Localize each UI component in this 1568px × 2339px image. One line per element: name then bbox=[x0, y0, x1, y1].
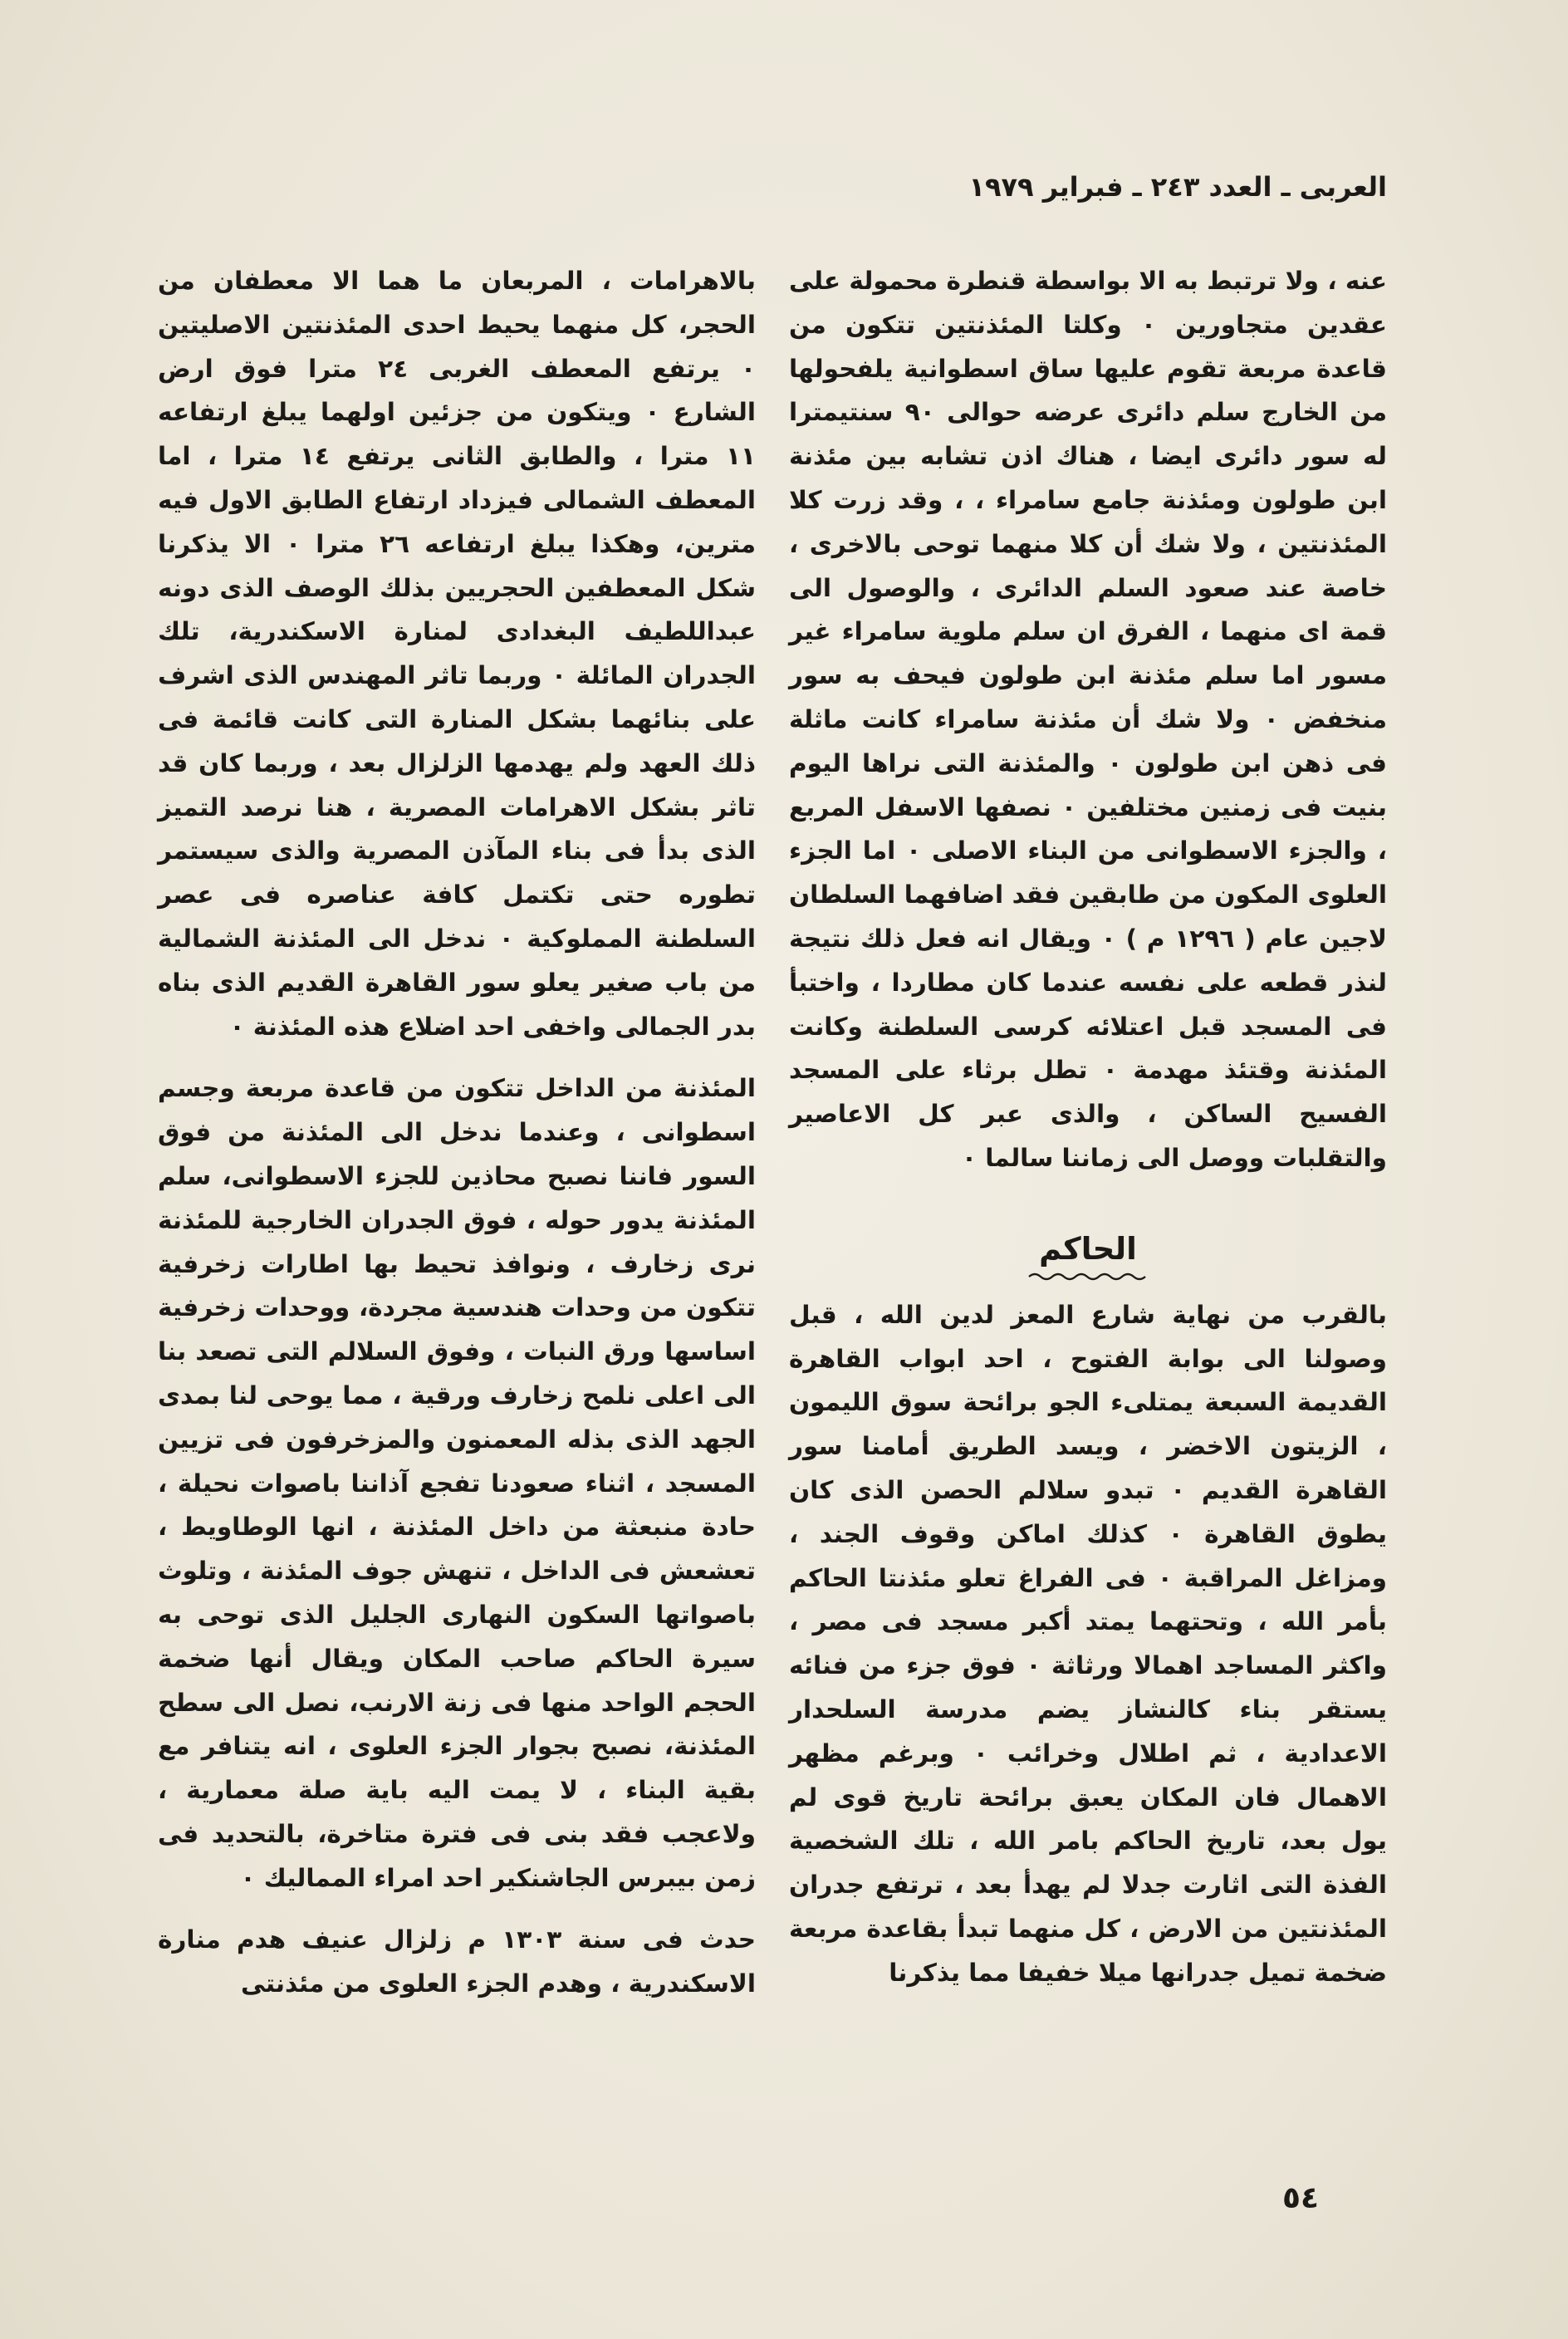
page-number: ٥٤ bbox=[1282, 2181, 1319, 2215]
body-paragraph: بالقرب من نهاية شارع المعز لدين الله ، قبل وصولنا الى بوابة الفتوح ، احد ابواب القاهرة القديمة السبعة يمتلىء الجو برائحة سوق الليمون ، الزيتون الاخضر ، ويسد الطريق أمامنا سور القاهرة القديم ٠ تبدو سلالم الحصن الذى كان يطوق القاهرة ٠ كذلك اماكن وقوف الجند ، ومزاغل المراقبة ٠ فى الفراغ تعلو مئذنتا الحاكم بأمر الله ، وتحتهما يمتد أكبر مسجد فى مصر ، واكثر المساجد اهمالا ورثاثة ٠ فوق جزء من فنائه يستقر بناء كالنشاز يضم مدرسة السلحدار الاعدادية ، ثم اطلال وخرائب ٠ وبرغم مظهر الاهمال فان المكان يعبق برائحة تاريخ قوى لم يول بعد، تاريخ الحاكم بامر الله ، تلك الشخصية الفذة التى اثارت جدلا لم يهدأ بعد ، ترتفع جدران المئذنتين من الارض ، كل منهما تبدأ بقاعدة مربعة ضخمة تميل جدرانها ميلا خفيفا مما يذكرنا bbox=[789, 1300, 1388, 1987]
running-head: العربى ـ العدد ٢٤٣ ـ فبراير ١٩٧٩ bbox=[968, 171, 1387, 203]
wavy-underline-icon bbox=[1026, 1270, 1150, 1283]
left-column bbox=[158, 259, 756, 2006]
section-title: الحاكم bbox=[1039, 1230, 1137, 1267]
body-paragraph: حدث فى سنة ١٣٠٣ م زلزال عنيف هدم منارة الاسكندرية ، وهدم الجزء العلوى من مئذنتى bbox=[158, 1925, 756, 1998]
section-heading bbox=[789, 1228, 1387, 1283]
right-column bbox=[789, 259, 1387, 1994]
body-paragraph: بالاهرامات ، المربعان ما هما الا معطفان من الحجر، كل منهما يحيط احدى المئذنتين الاصليتين ٠ يرتفع المعطف الغربى ٢٤ مترا فوق ارض الشارع ٠ ويتكون من جزئين اولهما يبلغ ارتفاعه ١١ مترا ، والطابق الثانى يرتفع ١٤ مترا ، اما المعطف الشمالى فيزداد ارتفاع الطابق الاول فيه مترين، وهكذا يبلغ ارتفاعه ٢٦ مترا ٠ الا يذكرنا شكل المعطفين الحجريين بذلك الوصف الذى دونه عبداللطيف البغدادى لمنارة الاسكندرية، تلك الجدران المائلة ٠ وربما تاثر المهندس الذى اشرف على بنائهما بشكل المنارة التى كانت قائمة فى ذلك العهد ولم يهدمها الزلزال بعد ، وربما كان قد تاثر بشكل الاهرامات المصرية ، هنا نرصد التميز الذى بدأ فى بناء المآذن المصرية والذى سيستمر تطوره حتى تكتمل كافة عناصره فى عصر السلطنة المملوكية ٠ ندخل الى المئذنة الشمالية من باب صغير يعلو سور القاهرة القديم الذى بناه بدر الجمالى واخفى احد اضلاع هذه المئذنة ٠ bbox=[158, 267, 757, 1041]
body-paragraph: المئذنة من الداخل تتكون من قاعدة مربعة وجسم اسطوانى ، وعندما ندخل الى المئذنة من فوق السور فاننا نصبح محاذين للجزء الاسطوانى، سلم المئذنة يدور حوله ، فوق الجدران الخارجية للمئذنة نرى زخارف ، ونوافذ تحيط بها اطارات زخرفية تتكون من وحدات هندسية مجردة، ووحدات زخرفية اساسها ورق النبات ، وفوق السلالم التى تصعد بنا الى اعلى نلمح زخارف ورقية ، مما يوحى لنا بمدى الجهد الذى بذله المعمنون والمزخرفون فى تزيين المسجد ، اثناء صعودنا تفجع آذاننا باصوات نحيلة ، حادة منبعثة من داخل المئذنة ، انها الوطاويط ، تعشعش فى الداخل ، تنهش جوف المئذنة ، وتلوث باصواتها السكون النهارى الجليل الذى توحى به سيرة الحاكم صاحب المكان ويقال أنها ضخمة الحجم الواحد منها فى زنة الارنب، نصل الى سطح المئذنة، نصبح بجوار الجزء العلوى ، انه يتنافر مع بقية البناء ، لا يمت اليه باية صلة معمارية ، ولاعجب فقد بنى فى فترة متاخرة، بالتحديد فى زمن بيبرس الجاشنكير احد امراء المماليك ٠ bbox=[158, 1074, 756, 1892]
body-paragraph: عنه ، ولا ترتبط به الا بواسطة قنطرة محمولة على عقدين متجاورين ٠ وكلتا المئذنتين تتكون من قاعدة مربعة تقوم عليها ساق اسطوانية يلفحولها من الخارج سلم دائرى عرضه حوالى ٩٠ سنتيمترا له سور دائرى ايضا ، هناك اذن تشابه بين مئذنة ابن طولون ومئذنة جامع سامراء ، ، وقد زرت كلا المئذنتين ، ولا شك أن كلا منهما توحى بالاخرى ، خاصة عند صعود السلم الدائرى ، والوصول الى قمة اى منهما ، الفرق ان سلم ملوية سامراء غير مسور اما سلم مئذنة ابن طولون فيحف به سور منخفض ٠ ولا شك أن مئذنة سامراء كانت ماثلة فى ذهن ابن طولون ٠ والمئذنة التى نراها اليوم بنيت فى زمنين مختلفين ٠ نصفها الاسفل المربع ، والجزء الاسطوانى من البناء الاصلى ٠ اما الجزء العلوى المكون من طابقين فقد اضافهما السلطان لاجين عام ( ١٢٩٦ م ) ٠ ويقال انه فعل ذلك نتيجة لنذر قطعه على نفسه عندما كان مطاردا ، واختبأ فى المسجد قبل اعتلائه كرسى السلطنة وكانت المئذنة وقتئذ مهدمة ٠ تطل برثاء على المسجد الفسيح الساكن ، والذى عبر كل الاعاصير والتقلبات ووصل الى زماننا سالما ٠ bbox=[789, 267, 1387, 1172]
